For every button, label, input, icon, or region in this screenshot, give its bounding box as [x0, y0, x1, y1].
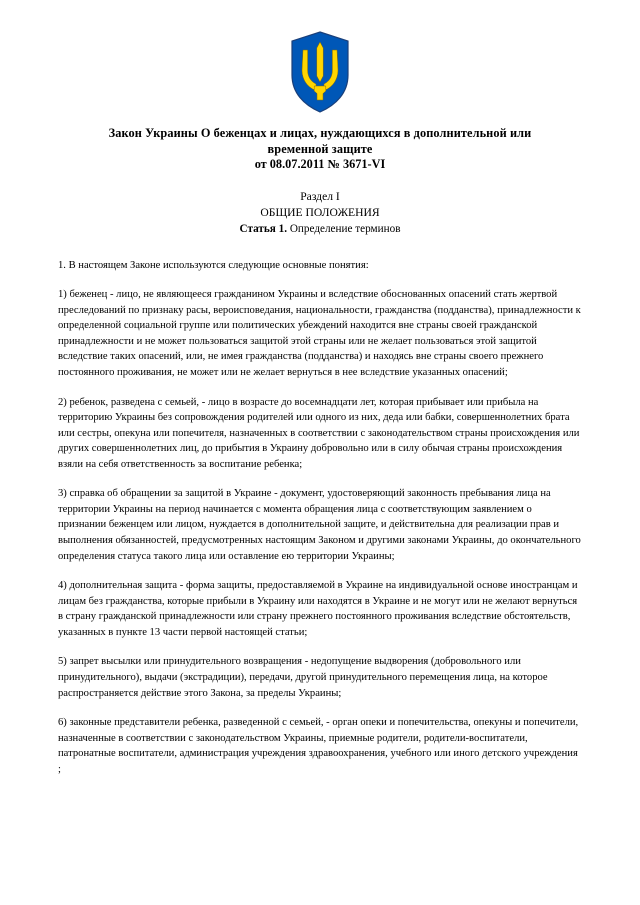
section-label: Раздел I: [300, 190, 340, 204]
paragraph: 1. В настоящем Законе используются следующие основные понятия:: [58, 259, 369, 271]
coat-of-arms-container: [58, 30, 582, 114]
paragraph: 5) запрет высылки или принудительного возвращения - недопущение выдворения (добровольного или принудительного), выдачи (экстрадиции), передачи, другой принудительного перемещения лица, на которое распространяется действие этого Закона, за пределы Украины;: [58, 656, 548, 699]
ukraine-coat-of-arms-icon: [289, 30, 351, 114]
document-subtitle: от 08.07.2011 № 3671-VI: [254, 157, 386, 172]
paragraph: 4) дополнительная защита - форма защиты, предоставляемой в Украине на индивидуальной основе иностранцам и лицам без гражданства, которые прибыли в Украину или находятся в Украине и не могут или не желают вернуться в страну гражданской принадлежности или страну прежнего постоянного проживания вследствие обстоятельств, указанных в пункте 13 части первой настоящей статьи;: [58, 580, 578, 638]
article-heading: [58, 222, 582, 237]
document-title-line-2: временной защите: [267, 141, 373, 156]
paragraph: 1) беженец - лицо, не являющееся гражданином Украины и вследствие обоснованных опасений стать жертвой преследований по признаку расы, вероисповедания, национальности, гражданства (подданства), принадлежности к определенной социальной группе или политических убеждений находится вне страны своей гражданской принадлежности и не может пользоваться защитой этой страны или не желает пользоваться этой защитой вследствие таких опасений, или, не имея гражданства (подданства) и находясь вне страны своего прежнего постоянного проживания, не может или не желает вернуться в нее вследствие указанных опасений;: [58, 289, 581, 378]
document-title: [58, 126, 582, 157]
document-body: [58, 258, 582, 778]
paragraph: 6) законные представители ребенка, разведенной с семьей, - орган опеки и попечительства, опекуны и попечители, назначенные в соответствии с законодательством Украины, приемные родители, родители-воспитатели, патронатные воспитатели, администрация учреждения здравоохранения, учебного или иного детского учреждения ;: [58, 717, 579, 775]
paragraph: 2) ребенок, разведена с семьей, - лицо в возрасте до восемнадцати лет, которая прибывает или прибыла на территорию Украины без сопровождения родителей или одного из них, деда или бабки, совершеннолетних брата или сестры, опекуна или попечителя, назначенных в соответствии с законодательством страны происхождения или других совершеннолетних лиц, до прибытия в Украину добровольно или в силу обычая страны происхождения взяли на себя ответственность за воспитание ребенка;: [58, 396, 580, 470]
section-title: ОБЩИЕ ПОЛОЖЕНИЯ: [260, 205, 380, 219]
article-title: Определение терминов: [289, 223, 401, 236]
paragraph: 3) справка об обращении за защитой в Украине - документ, удостоверяющий законность пребывания лица на территории Украины на период начинается с момента обращения лица с соответствующим заявлением о признании беженцем или лицом, нуждается в дополнительной защите, и действительна для реализации прав и выполнения обязанностей, предусмотренных настоящим Законом и другими законами Украины, до окончательного определения статуса такого лица или оставление ею территории Украины;: [58, 488, 581, 562]
document-title-line-1: Закон Украины О беженцах и лицах, нуждающихся в дополнительной или: [108, 126, 532, 140]
article-number: Статья 1.: [239, 223, 288, 236]
